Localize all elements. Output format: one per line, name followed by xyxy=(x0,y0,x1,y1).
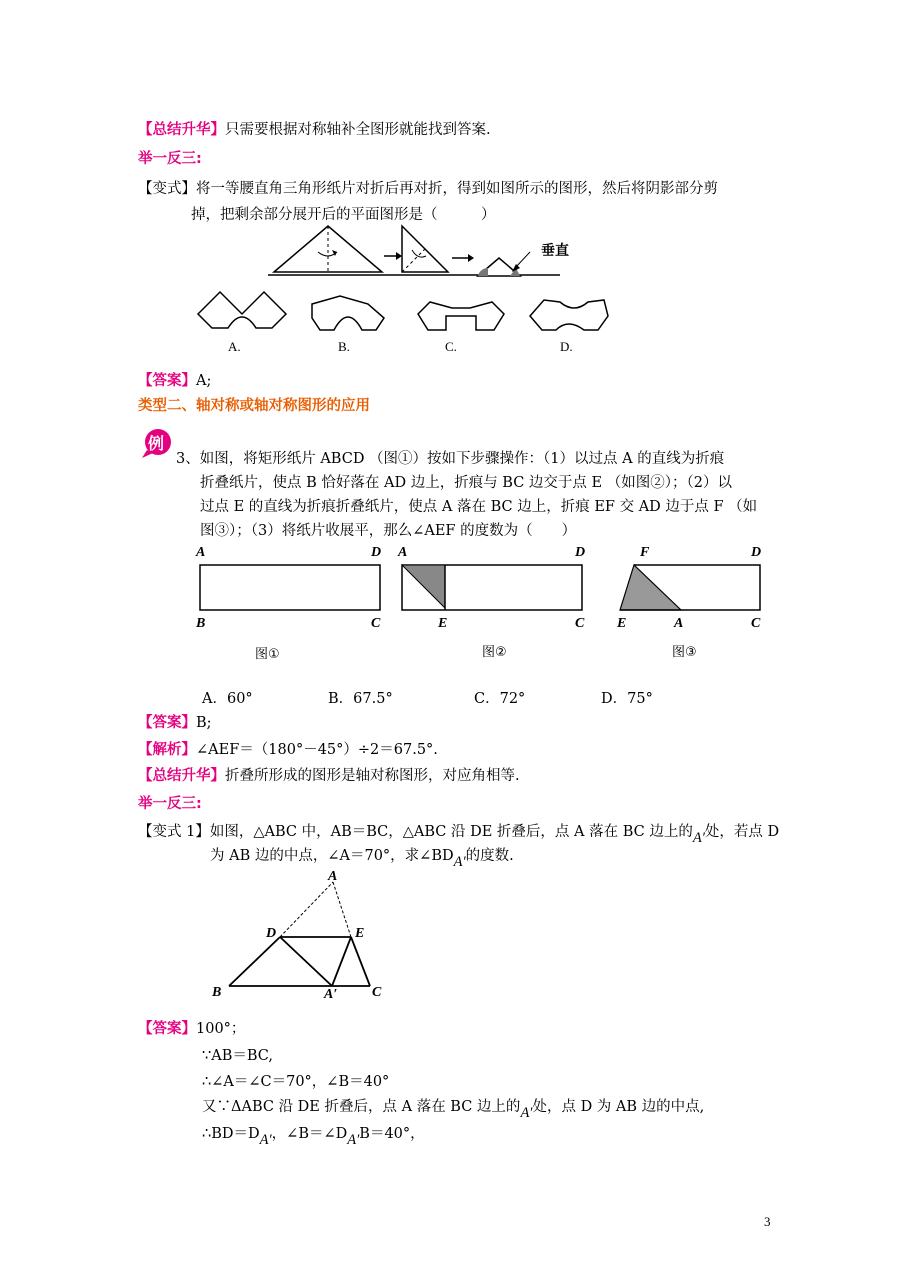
example-line-2: 折叠纸片，使点 B 恰好落在 AD 边上，折痕与 BC 边交于点 E （如图②）；（2）以 xyxy=(200,475,732,491)
choice-a: A．60° xyxy=(202,691,253,707)
fig1-label-c: C xyxy=(371,616,381,631)
option-c-label: C. xyxy=(445,339,457,354)
summary-2: 【总结升华】折叠所形成的图形是轴对称图形，对应角相等. xyxy=(138,768,520,784)
variant1-line-1: 【变式 1】如图，△ABC 中，AB＝BC，△ABC 沿 DE 折叠后，点 A 落在 BC 边上的A′处，若点 D xyxy=(138,824,780,846)
fig1-caption: 图① xyxy=(255,647,280,662)
segment-ea xyxy=(332,937,351,986)
example-line-1: 3、如图，将矩形纸片 ABCD （图①）按如下步骤操作：（1）以过点 A 的直线为折痕 xyxy=(176,451,725,467)
figure-3-shaded xyxy=(620,565,681,610)
variant-line-2: 掉，把剩余部分展开后的平面图形是（ ） xyxy=(191,207,496,223)
answer-3-line-4: ∴BD＝DA′，∠B＝∠DA′B＝40°， xyxy=(202,1126,425,1148)
summary-1: 【总结升华】只需要根据对称轴补全图形就能找到答案. xyxy=(138,122,491,138)
tri-label-d: D xyxy=(266,926,277,941)
analysis: 【解析】∠AEF＝（180°－45°）÷2＝67.5°. xyxy=(138,742,438,758)
example-line-3: 过点 E 的直线为折痕折叠纸片，使点 A 落在 BC 边上，折痕 EF 交 AD 边于点 F （如 xyxy=(200,499,758,515)
page-number: 3 xyxy=(764,1214,771,1229)
tri-label-e: E xyxy=(355,926,365,941)
fig2-label-a: A xyxy=(398,545,408,560)
answer-1: 【答案】A; xyxy=(138,373,212,389)
tri-label-a-prime: A′ xyxy=(324,987,338,1002)
choice-d: D．75° xyxy=(601,691,653,707)
side-ec xyxy=(351,937,370,986)
fig3-label-a: A xyxy=(674,616,684,631)
tri-label-b: B xyxy=(212,985,222,1000)
fig3-caption: 图③ xyxy=(672,645,697,660)
tri-label-a: A xyxy=(328,869,338,884)
fig1-label-a: A xyxy=(196,545,206,560)
choice-b: B．67.5° xyxy=(328,691,393,707)
option-c-shape xyxy=(418,302,504,330)
fig2-label-e: E xyxy=(438,616,448,631)
type-two-heading: 类型二、轴对称或轴对称图形的应用 xyxy=(138,398,370,414)
practice-heading-2: 举一反三: xyxy=(138,796,202,812)
dashed-ad xyxy=(280,882,333,937)
dashed-ae xyxy=(333,882,351,937)
fig2-label-d: D xyxy=(575,545,586,560)
answer-3-line-3: 又∵ΔABC 沿 DE 折叠后，点 A 落在 BC 边上的A′处，点 D 为 AB 边的中点, xyxy=(202,1099,705,1121)
option-b-shape xyxy=(312,296,384,330)
example-badge-text: 例 xyxy=(148,434,165,453)
option-a-shape xyxy=(198,292,286,328)
fig1-label-d: D xyxy=(371,545,382,560)
choice-c: C．72° xyxy=(474,691,526,707)
fig2-label-c: C xyxy=(575,616,585,631)
answer-3-line-1: ∵AB＝BC, xyxy=(202,1048,273,1064)
triangle-figure xyxy=(200,870,400,1000)
segment-da xyxy=(280,937,332,986)
shade-left xyxy=(478,268,488,276)
side-bd xyxy=(229,937,280,986)
fig3-label-c: C xyxy=(751,616,761,631)
tri-label-c: C xyxy=(372,985,382,1000)
fig3-label-e: E xyxy=(617,616,627,631)
example-line-4: 图③）；（3）将纸片收展平，那么∠AEF 的度数为（ ） xyxy=(200,523,577,539)
answer-3: 【答案】100°； xyxy=(138,1021,246,1037)
answer-3-line-2: ∴∠A＝∠C＝70°，∠B＝40° xyxy=(202,1074,390,1090)
fig3-label-d: D xyxy=(751,545,762,560)
variant1-line-2: 为 AB 边的中点，∠A＝70°，求∠BDA′的度数. xyxy=(210,848,514,870)
option-b-label: B. xyxy=(338,339,350,354)
option-d-label: D. xyxy=(560,339,573,354)
option-d-shape xyxy=(530,300,608,330)
answer-2: 【答案】B; xyxy=(138,715,212,731)
label-vertical: 垂直 xyxy=(541,243,569,259)
variant-line-1: 【变式】将一等腰直角三角形纸片对折后再对折，得到如图所示的图形，然后将阴影部分剪 xyxy=(138,181,718,197)
rectangle-figures xyxy=(195,560,775,620)
figure-1-rect xyxy=(200,565,380,610)
fig1-label-b: B xyxy=(196,616,206,631)
practice-heading-1: 举一反三: xyxy=(138,151,202,167)
fig2-caption: 图② xyxy=(482,645,507,660)
fig3-label-f: F xyxy=(640,545,650,560)
option-a-label: A. xyxy=(228,339,241,354)
